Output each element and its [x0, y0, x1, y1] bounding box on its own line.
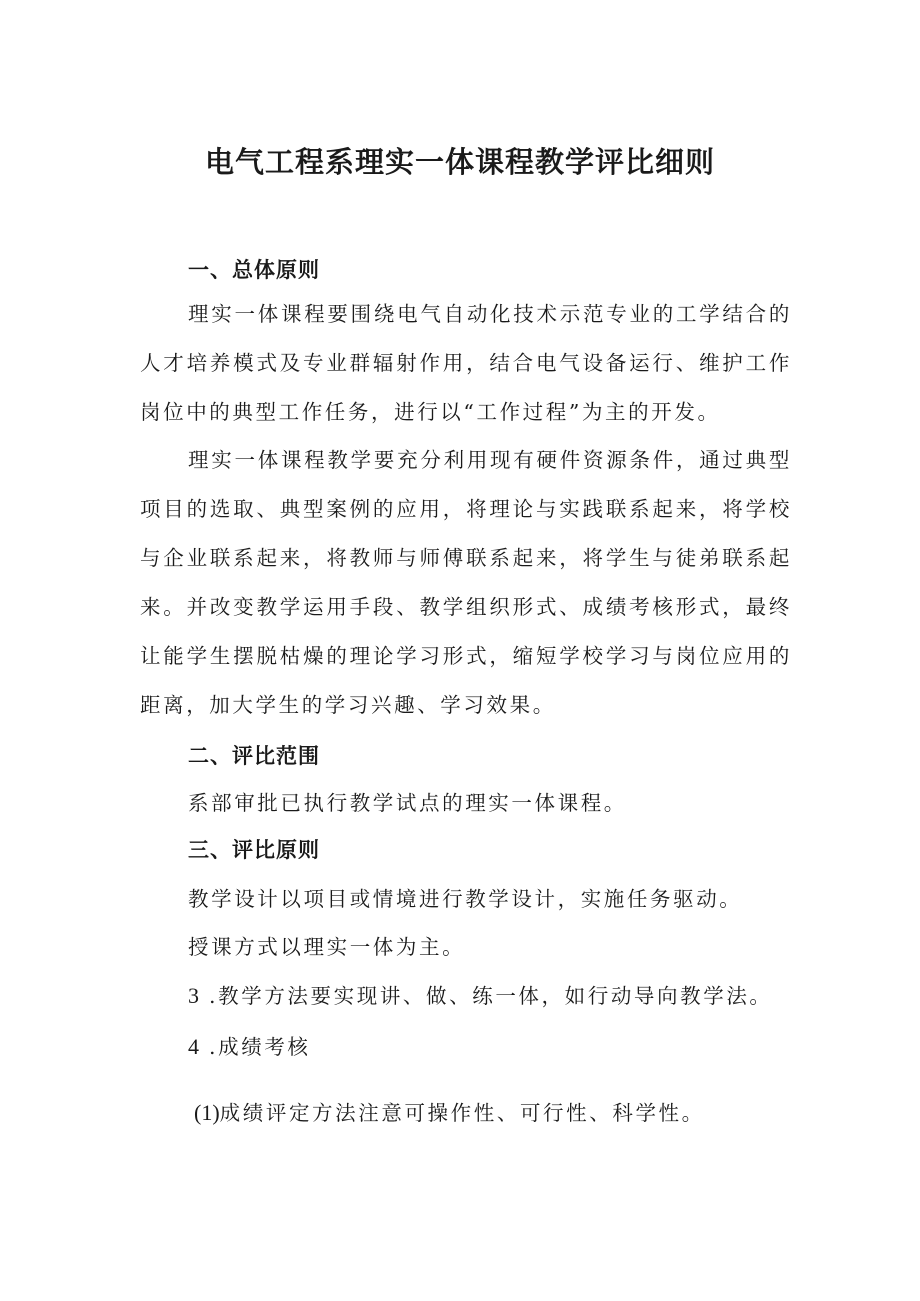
list-item-teaching-design: 教学设计以项目或情境进行教学设计，实施任务驱动。 — [188, 887, 743, 911]
list-item-teaching-mode: 授课方式以理实一体为主。 — [188, 935, 466, 959]
section-heading-scope: 二、评比范围 — [188, 744, 320, 768]
sub-item-assessment-method — [194, 1096, 705, 1126]
sub-item-number: (1) — [194, 1100, 220, 1125]
list-item-teaching-method — [188, 979, 773, 1009]
list-item-text: .教学方法要实现讲、做、练一体，如行动导向教学法。 — [209, 984, 773, 1008]
paragraph-scope: 系部审批已执行教学试点的理实一体课程。 — [188, 791, 627, 815]
paragraph-general-2: 理实一体课程教学要充分利用现有硬件资源条件，通过典型项目的选取、典型案例的应用，将理论与实践联系起来，将学校与企业联系起来，将教师与师傅联系起来，将学生与徒弟联系起来。并改变教学运用手段、教学组织形式、成绩考核形式，最终让能学生摆脱枯燥的理论学习形式，缩短学校学习与岗位应用的距离，加大学生的学习兴趣、学习效果。 — [140, 448, 792, 717]
paragraph-general-1: 理实一体课程要围绕电气自动化技术示范专业的工学结合的人才培养模式及专业群辐射作用，结合电气设备运行、维护工作岗位中的典型工作任务，进行以“工作过程”为主的开发。 — [140, 302, 792, 424]
section-heading-evaluation-principles: 三、评比原则 — [188, 838, 320, 862]
list-number: 4 — [188, 1034, 199, 1059]
list-item-text: .成绩考核 — [209, 1035, 311, 1059]
section-heading-general-principles: 一、总体原则 — [188, 258, 320, 282]
sub-item-text: 成绩评定方法注意可操作性、可行性、科学性。 — [219, 1101, 705, 1125]
document-title: 电气工程系理实一体课程教学评比细则 — [204, 145, 715, 179]
list-number: 3 — [188, 983, 199, 1008]
list-item-assessment — [188, 1030, 311, 1060]
